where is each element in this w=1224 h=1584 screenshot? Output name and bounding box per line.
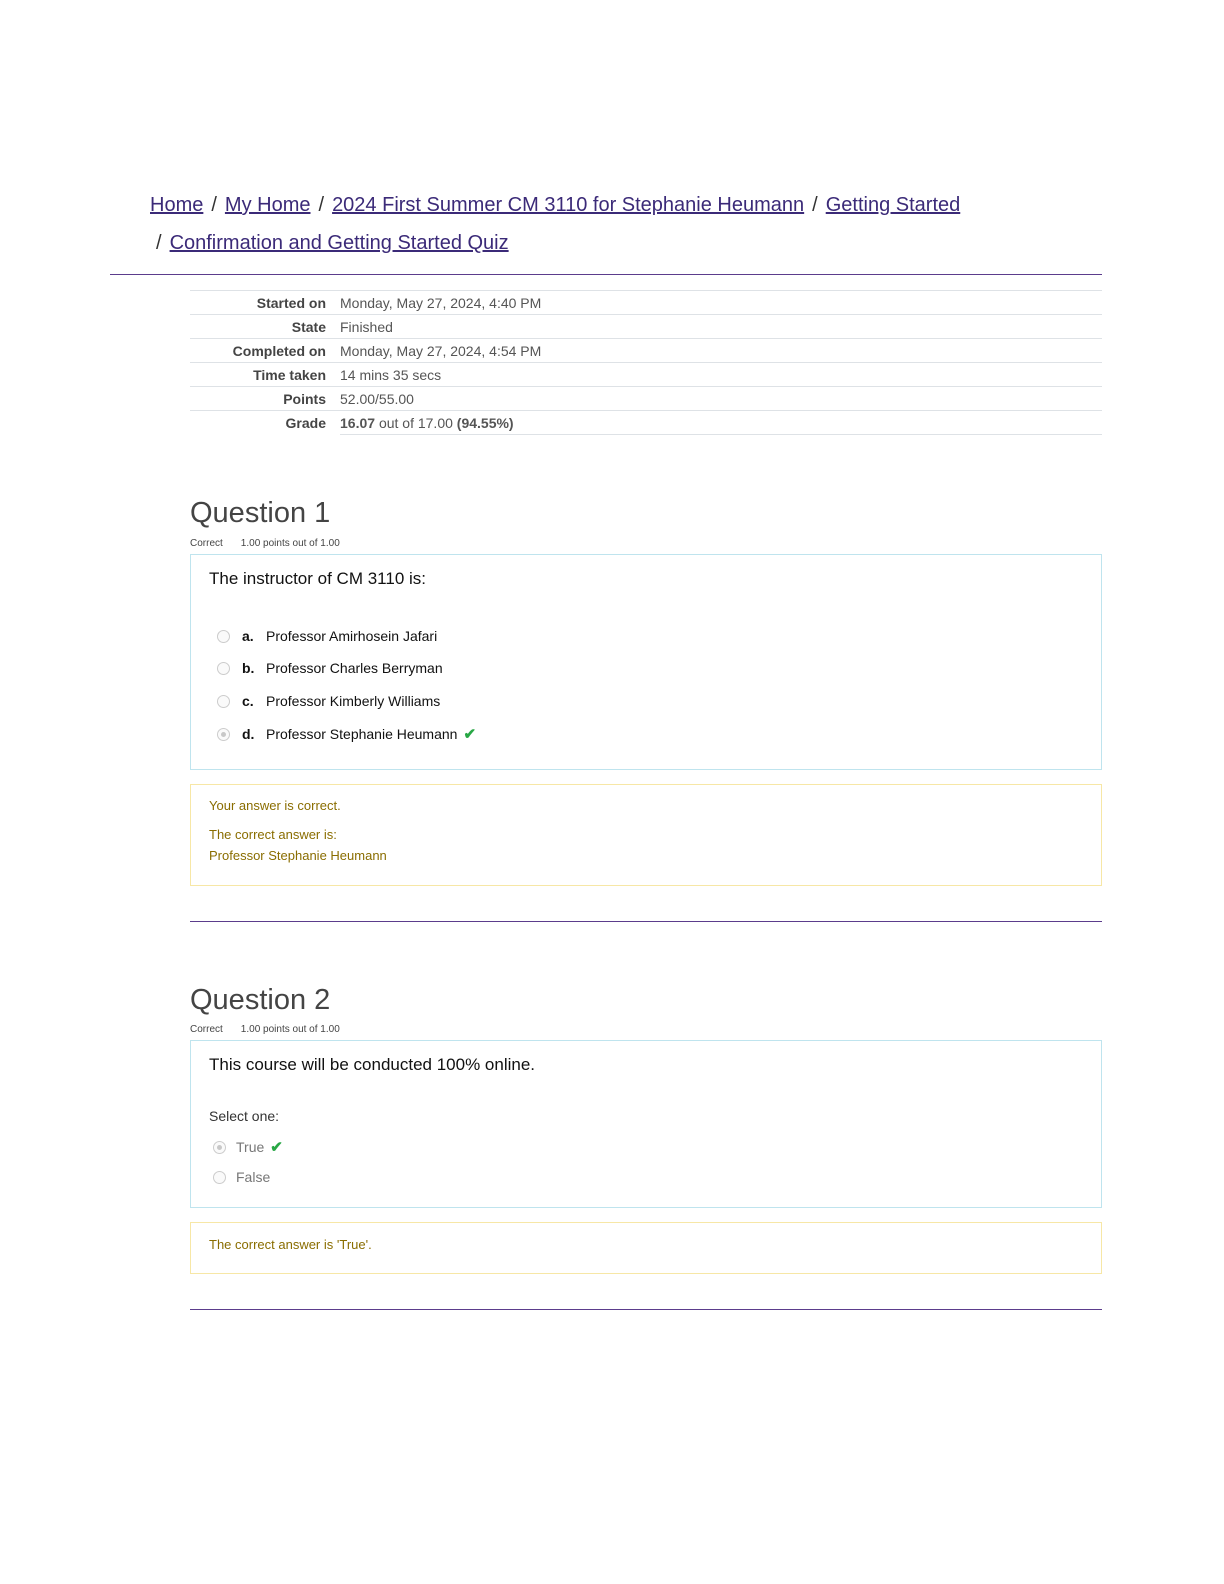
breadcrumb-section-link[interactable]: Getting Started (825, 194, 961, 216)
option-letter: c. (242, 693, 254, 709)
grade-value (340, 411, 1102, 435)
feedback-text: The correct answer is: (209, 827, 337, 842)
answer-option-b[interactable] (217, 660, 443, 676)
radio-unchecked[interactable] (213, 1171, 226, 1184)
grade-score: 16.07 (340, 414, 376, 431)
radio-unchecked[interactable] (217, 630, 230, 643)
radio-unchecked[interactable] (217, 695, 230, 708)
breadcrumb-separator: / (318, 194, 325, 216)
feedback-correct-answer: Professor Stephanie Heumann (209, 848, 387, 863)
summary-label: State (190, 315, 340, 339)
option-letter: b. (242, 660, 255, 676)
option-label: Professor Stephanie Heumann (266, 726, 458, 742)
summary-label: Grade (190, 411, 340, 435)
option-label: Professor Amirhosein Jafari (266, 628, 438, 644)
radio-checked[interactable] (217, 728, 230, 741)
summary-value: 14 mins 35 secs (340, 363, 1102, 387)
answer-option-d[interactable] (217, 725, 476, 743)
radio-unchecked[interactable] (217, 662, 230, 675)
question-points: 1.00 points out of 1.00 (240, 538, 340, 549)
option-label: False (236, 1169, 271, 1185)
grade-percent: (94.55%) (456, 414, 514, 431)
breadcrumb-separator: / (812, 194, 818, 216)
summary-label: Completed on (190, 339, 340, 363)
breadcrumb-quiz-link[interactable]: Confirmation and Getting Started Quiz (169, 232, 509, 254)
option-label: True (236, 1139, 265, 1155)
summary-row (190, 315, 1102, 339)
summary-row (190, 363, 1102, 387)
breadcrumb-separator: / (156, 232, 162, 254)
breadcrumb-line-1 (150, 186, 970, 224)
answer-option-true[interactable] (213, 1138, 283, 1156)
answer-option-false[interactable] (213, 1169, 270, 1185)
breadcrumb-line-2 (150, 224, 970, 262)
attempt-summary-table (190, 290, 1102, 435)
correct-check-icon: ✔ (463, 726, 477, 743)
breadcrumb-home-link[interactable]: Home (150, 194, 204, 216)
summary-value: Monday, May 27, 2024, 4:54 PM (340, 339, 1102, 363)
summary-row (190, 387, 1102, 411)
summary-label: Time taken (190, 363, 340, 387)
question-2-feedback (190, 1222, 1102, 1274)
summary-row-grade (190, 411, 1102, 435)
question-divider (190, 921, 1102, 922)
header-divider (110, 274, 1102, 275)
question-text: The instructor of CM 3110 is: (209, 569, 426, 588)
select-one-label: Select one: (209, 1108, 280, 1124)
question-1-feedback (190, 784, 1102, 886)
option-label: Professor Kimberly Williams (266, 693, 441, 709)
correct-check-icon: ✔ (270, 1139, 283, 1156)
breadcrumb (150, 186, 970, 262)
breadcrumb-course-link[interactable]: 2024 First Summer CM 3110 for Stephanie Heumann (332, 194, 805, 216)
grade-out-of: out of 17.00 (378, 414, 453, 431)
summary-row (190, 291, 1102, 315)
breadcrumb-separator: / (211, 194, 217, 216)
question-1-box (190, 554, 1102, 770)
summary-value: Finished (340, 315, 1102, 339)
question-points: 1.00 points out of 1.00 (240, 1024, 340, 1035)
question-2-title: Question 2 (190, 984, 331, 1016)
question-divider (190, 1309, 1102, 1310)
question-status: Correct (190, 538, 223, 549)
question-2-box (190, 1040, 1102, 1208)
option-letter: d. (242, 726, 255, 742)
question-2-meta (190, 1024, 340, 1035)
summary-label: Points (190, 387, 340, 411)
feedback-text: The correct answer is 'True'. (209, 1237, 372, 1252)
summary-row (190, 339, 1102, 363)
summary-label: Started on (190, 291, 340, 315)
question-status: Correct (190, 1024, 223, 1035)
breadcrumb-my-home-link[interactable]: My Home (224, 194, 311, 216)
option-label: Professor Charles Berryman (266, 660, 443, 676)
answer-option-c[interactable] (217, 693, 440, 709)
radio-checked[interactable] (213, 1141, 226, 1154)
question-1-title: Question 1 (190, 497, 331, 529)
summary-value: 52.00/55.00 (340, 387, 1102, 411)
option-letter: a. (242, 628, 254, 644)
question-text: This course will be conducted 100% online. (209, 1055, 536, 1074)
summary-value: Monday, May 27, 2024, 4:40 PM (340, 291, 1102, 315)
question-1-meta (190, 538, 340, 549)
feedback-text: Your answer is correct. (209, 798, 341, 813)
answer-option-a[interactable] (217, 628, 437, 644)
